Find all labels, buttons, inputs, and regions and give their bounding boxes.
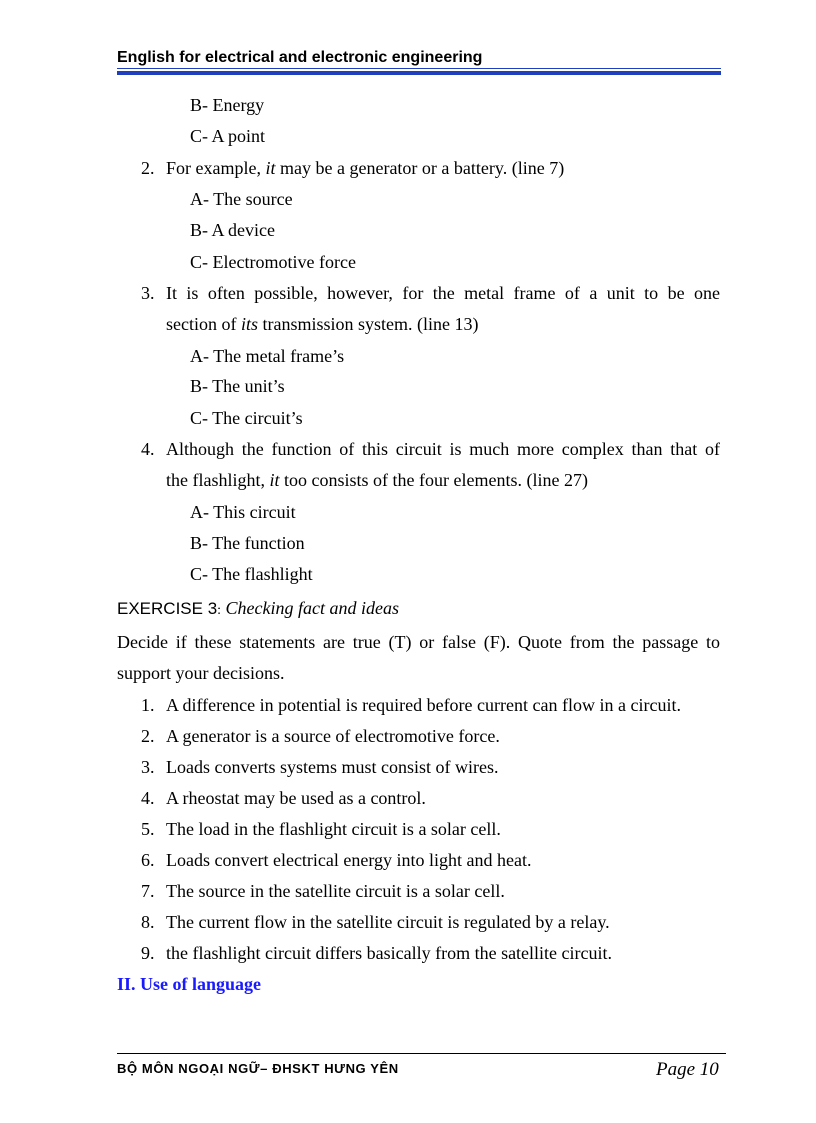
question-number: 3. (141, 283, 155, 303)
exercise-3-heading (117, 597, 399, 622)
statement-text: A rheostat may be used as a control. (166, 788, 426, 808)
statement-number: 1. (141, 695, 155, 715)
question-reference-word: its (240, 314, 258, 334)
q2-option-a: A- The source (190, 189, 293, 209)
q2-option-b: B- A device (190, 220, 275, 240)
question-text: For example, (166, 158, 266, 178)
statement-text: Loads converts systems must consist of wires. (166, 757, 499, 777)
question-number: 4. (141, 439, 155, 459)
statement-text: The load in the flashlight circuit is a solar cell. (166, 819, 501, 839)
q4-option-a: A- This circuit (190, 502, 296, 522)
statement-text: A generator is a source of electromotive force. (166, 726, 500, 746)
statement-text: The source in the satellite circuit is a solar cell. (166, 881, 505, 901)
statement-text: The current flow in the satellite circuit is regulated by a relay. (166, 912, 610, 932)
exercise-label: EXERCISE 3 (117, 599, 218, 618)
header-rule-thin (117, 68, 721, 69)
statement-number: 6. (141, 850, 155, 870)
question-3-line-2 (166, 313, 478, 335)
question-text: too consists of the four elements. (line 27) (279, 470, 588, 490)
statement-number: 2. (141, 726, 155, 746)
question-4-line-1: Although the function of this circuit is much more complex than that of (166, 439, 720, 459)
q2-option-c: C- Electromotive force (190, 252, 356, 272)
question-reference-word: it (269, 470, 280, 490)
statement-text: A difference in potential is required before current can flow in a circuit. (166, 695, 681, 715)
statement-number: 7. (141, 881, 155, 901)
statement-number: 8. (141, 912, 155, 932)
q1-option-c: C- A point (190, 126, 266, 146)
statement-number: 9. (141, 943, 155, 963)
q3-option-c: C- The circuit’s (190, 408, 303, 428)
statement-text: Loads convert electrical energy into light and heat. (166, 850, 532, 870)
statement-number: 4. (141, 788, 155, 808)
running-header-title: English for electrical and electronic engineering (117, 49, 483, 66)
q4-option-b: B- The function (190, 533, 305, 553)
question-3-line-1: It is often possible, however, for the metal frame of a unit to be one (166, 283, 720, 303)
question-4-line-2 (166, 469, 588, 491)
page-number: Page 10 (656, 1059, 719, 1080)
q1-option-b: B- Energy (190, 95, 265, 115)
footer-department: BỘ MÔN NGOẠI NGỮ– ĐHSKT HƯNG YÊN (117, 1061, 399, 1076)
q3-option-a: A- The metal frame’s (190, 346, 345, 366)
question-number: 2. (141, 158, 155, 178)
footer-rule (117, 1053, 726, 1054)
statement-number: 3. (141, 757, 155, 777)
exercise-title: Checking fact and ideas (225, 598, 400, 618)
q4-option-c: C- The flashlight (190, 564, 313, 584)
exercise-3-instruction-line-2: support your decisions. (117, 663, 285, 683)
statement-text: the flashlight circuit differs basically from the satellite circuit. (166, 943, 613, 963)
exercise-colon: : (217, 603, 222, 618)
statement-number: 5. (141, 819, 155, 839)
header-rule-thick (117, 71, 721, 75)
question-text: the flashlight, (166, 470, 270, 490)
question-text: transmission system. (line 13) (258, 314, 479, 334)
section-heading-use-of-language: II. Use of language (117, 974, 262, 994)
q3-option-b: B- The unit’s (190, 376, 285, 396)
question-reference-word: it (265, 158, 276, 178)
exercise-3-instruction-line-1: Decide if these statements are true (T) or false (F). Quote from the passage to (117, 632, 720, 652)
question-text: may be a generator or a battery. (line 7) (275, 158, 565, 178)
question-text: section of (166, 314, 241, 334)
